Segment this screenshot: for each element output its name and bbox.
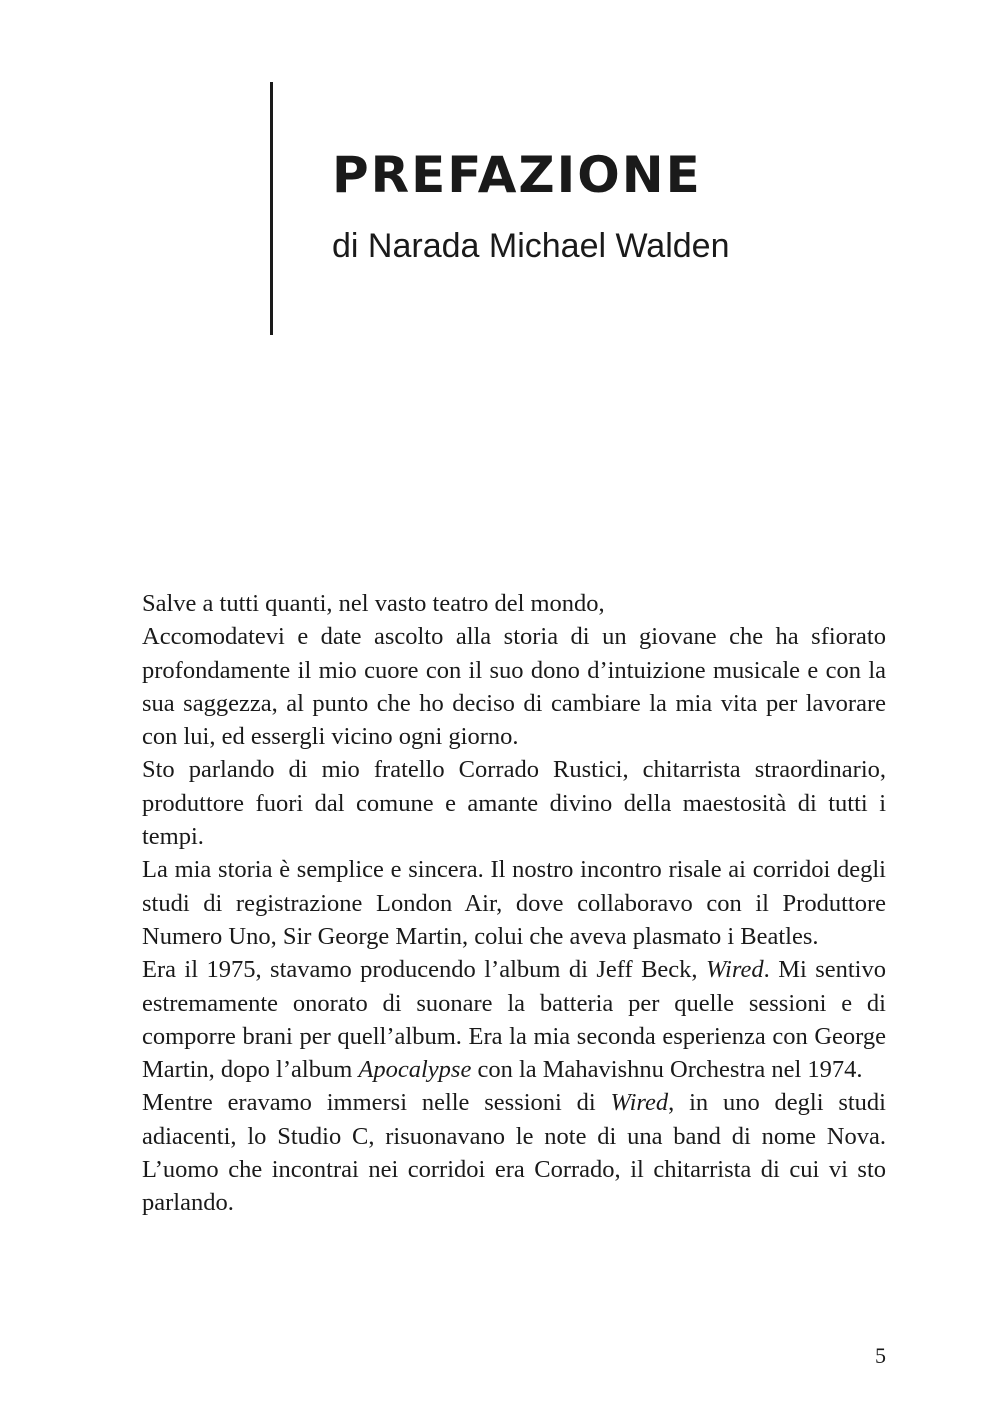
chapter-title: PREFAZIONE [332,146,702,204]
text-run: con la Mahavishnu Orchestra nel 1974. [471,1056,863,1084]
paragraph-invitation: Accomodatevi e date ascolto alla storia di un giovane che ha sfiorato profondamente il mio cuore con il suo dono d’intuizione musicale e con la sua saggezza, al punto che ho deciso di cambiare la mia vita per lavorare con lui, ed essergli vicino ogni giorno. [142,623,886,751]
text-run: Mentre eravamo immersi nelle sessioni di [142,1089,611,1117]
album-title-apocalypse: Apocalypse [358,1056,472,1084]
text-run: . Mi sentivo estremamente onorato di suonare la batteria per quelle sessioni e di comporre brani per quell’album. Era la mia seconda esperienza con George Martin, dopo l’album [142,956,886,1084]
paragraph-brother: Sto parlando di mio fratello Corrado Rustici, chitarrista straordinario, produttore fuori dal comune e amante divino della maestosità di tutti i tempi. [142,756,886,851]
paragraph-greeting: Salve a tutti quanti, nel vasto teatro del mondo, [142,590,605,617]
text-run: Era il 1975, stavamo producendo l’album di Jeff Beck, [142,956,706,984]
body-text [142,587,886,1220]
chapter-author-line: di Narada Michael Walden [332,227,730,265]
text-run: , in uno degli studi adiacenti, lo Studio C, risuonavano le note di una band di nome Nova. L’uomo che incontrai nei corridoi era Corrado, il chitarrista di cui vi sto parlando. [142,1089,886,1217]
paragraph-story: La mia storia è semplice e sincera. Il nostro incontro risale ai corridoi degli studi di registrazione London Air, dove collaboravo con il Produttore Numero Uno, Sir George Martin, colui che aveva plasmato i Beatles. [142,856,886,950]
album-title-wired: Wired [706,956,764,984]
title-vertical-rule [270,82,273,335]
page-number: 5 [875,1343,886,1368]
paragraph-1975 [142,953,886,1086]
album-title-wired: Wired [610,1089,669,1117]
paragraph-studio-c [142,1086,886,1219]
